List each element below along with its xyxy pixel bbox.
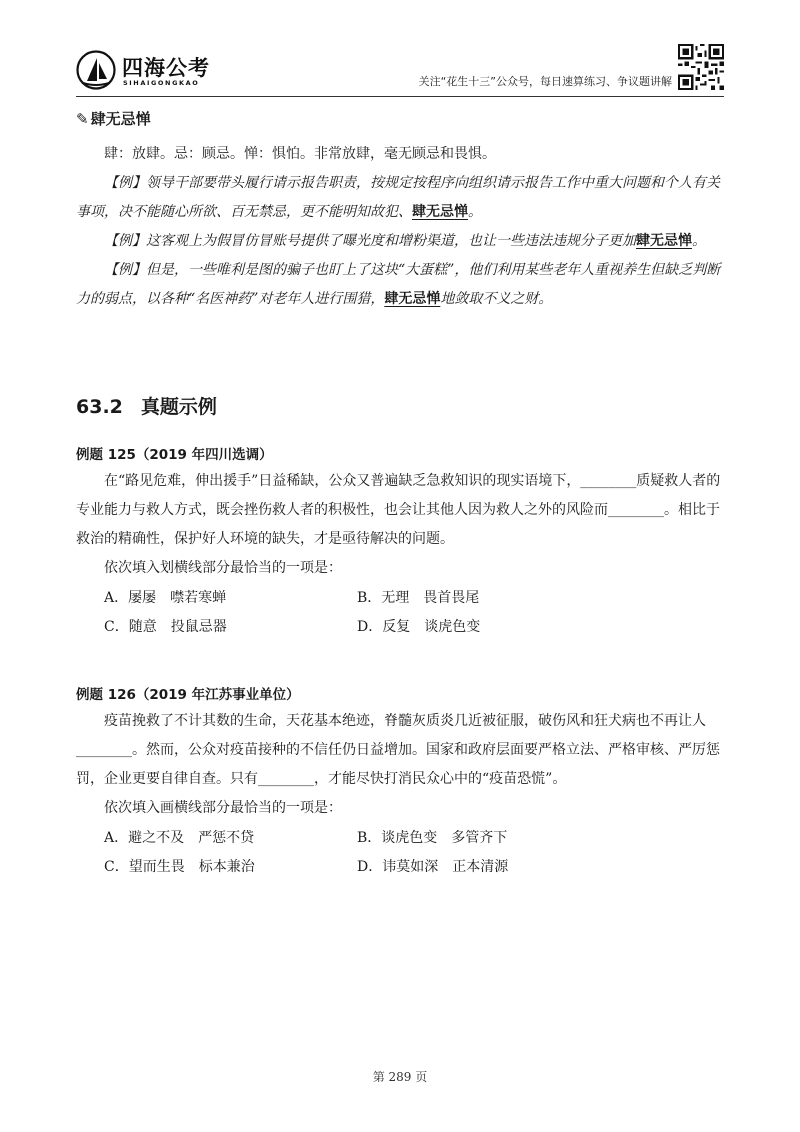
option-a: A．屡屡 噤若寒蝉: [104, 590, 227, 606]
option-c: C．随意 投鼠忌器: [104, 619, 227, 635]
options-row: [76, 583, 724, 612]
question-stem: 疫苗挽救了不计其数的生命，天花基本绝迹，脊髓灰质炎几近被征服，破伤风和狂犬病也不再让人________。然而，公众对疫苗接种的不信任仍日益增加。国家和政府层面要严格立法、严格审核、严厉惩罚，企业更要自律自查。只有________，才能尽快打消民众心中的“疫苗恐慌”。: [76, 713, 720, 787]
term-definition: 肆：放肆。忌：顾忌。惮：惧怕。非常放肆，毫无顾忌和畏惧。: [104, 146, 496, 162]
question-126: [76, 683, 724, 881]
option-a: A．避之不及 严惩不贷: [104, 830, 255, 846]
options-row: [76, 823, 724, 852]
option-b: B．谈虎色变 多管齐下: [357, 830, 508, 846]
option-d: D．反复 谈虎色变: [357, 619, 481, 635]
question-title: 例题 126（2019 年江苏事业单位）: [76, 687, 300, 703]
section-heading: [76, 392, 724, 419]
question-125: [76, 443, 724, 641]
question-stem: 在“路见危难，伸出援手”日益稀缺，公众又普遍缺乏急救知识的现实语境下，________质疑救人者的专业能力与救人方式，既会挫伤救人者的积极性，也会让其他人因为救人之外的风险而________。相比于救治的精确性，保护好人环境的缺失，才是亟待解决的问题。: [76, 473, 721, 547]
options-row: [76, 852, 724, 881]
section-title: 真题示例: [140, 396, 217, 418]
header-tagline: 关注“花生十三”公众号，每日速算练习、争议题讲解: [418, 75, 672, 88]
highlighted-term: 肆无忌惮: [412, 204, 468, 220]
term-example: 【例】这客观上为假冒仿冒账号提供了曝光度和增粉渠道，也让一些违法违规分子更加肆无忌惮。: [104, 233, 706, 249]
term-title: 肆无忌惮: [90, 110, 151, 128]
options-row: [76, 612, 724, 641]
term-body: [76, 140, 724, 314]
header-divider: [76, 96, 724, 97]
page-header: [76, 44, 724, 96]
question-title: 例题 125（2019 年四川选调）: [76, 447, 273, 463]
question-prompt: 依次填入划横线部分最恰当的一项是：: [104, 560, 342, 576]
pencil-icon: ✎: [76, 110, 89, 128]
page-number: 第 289 页: [372, 1070, 428, 1084]
brand-subtitle: SIHAIGONGKAO: [123, 79, 200, 87]
term-example: 【例】领导干部要带头履行请示报告职责，按规定按程序向组织请示报告工作中重大问题和个人有关事项，决不能随心所欲、百无禁忌，更不能明知故犯、肆无忌惮。: [76, 175, 720, 220]
highlighted-term: 肆无忌惮: [636, 233, 692, 249]
term-example: 【例】但是，一些唯利是图的骗子也盯上了这块“大蛋糕”，他们利用某些老年人重视养生但缺乏判断力的弱点，以各种“名医神药”对老年人进行围猎，肆无忌惮地敛取不义之财。: [76, 262, 721, 307]
question-prompt: 依次填入画横线部分最恰当的一项是：: [104, 800, 342, 816]
option-c: C．望而生畏 标本兼治: [104, 859, 255, 875]
highlighted-term: 肆无忌惮: [384, 291, 441, 307]
section-number: 63.2: [76, 396, 123, 418]
qr-code-icon: [678, 44, 724, 90]
option-b: B．无理 畏首畏尾: [357, 590, 480, 606]
option-d: D．讳莫如深 正本清源: [357, 859, 509, 875]
brand-name: 四海公考: [122, 56, 210, 80]
sailboat-logo-icon: [76, 50, 116, 90]
term-heading: [76, 108, 724, 129]
